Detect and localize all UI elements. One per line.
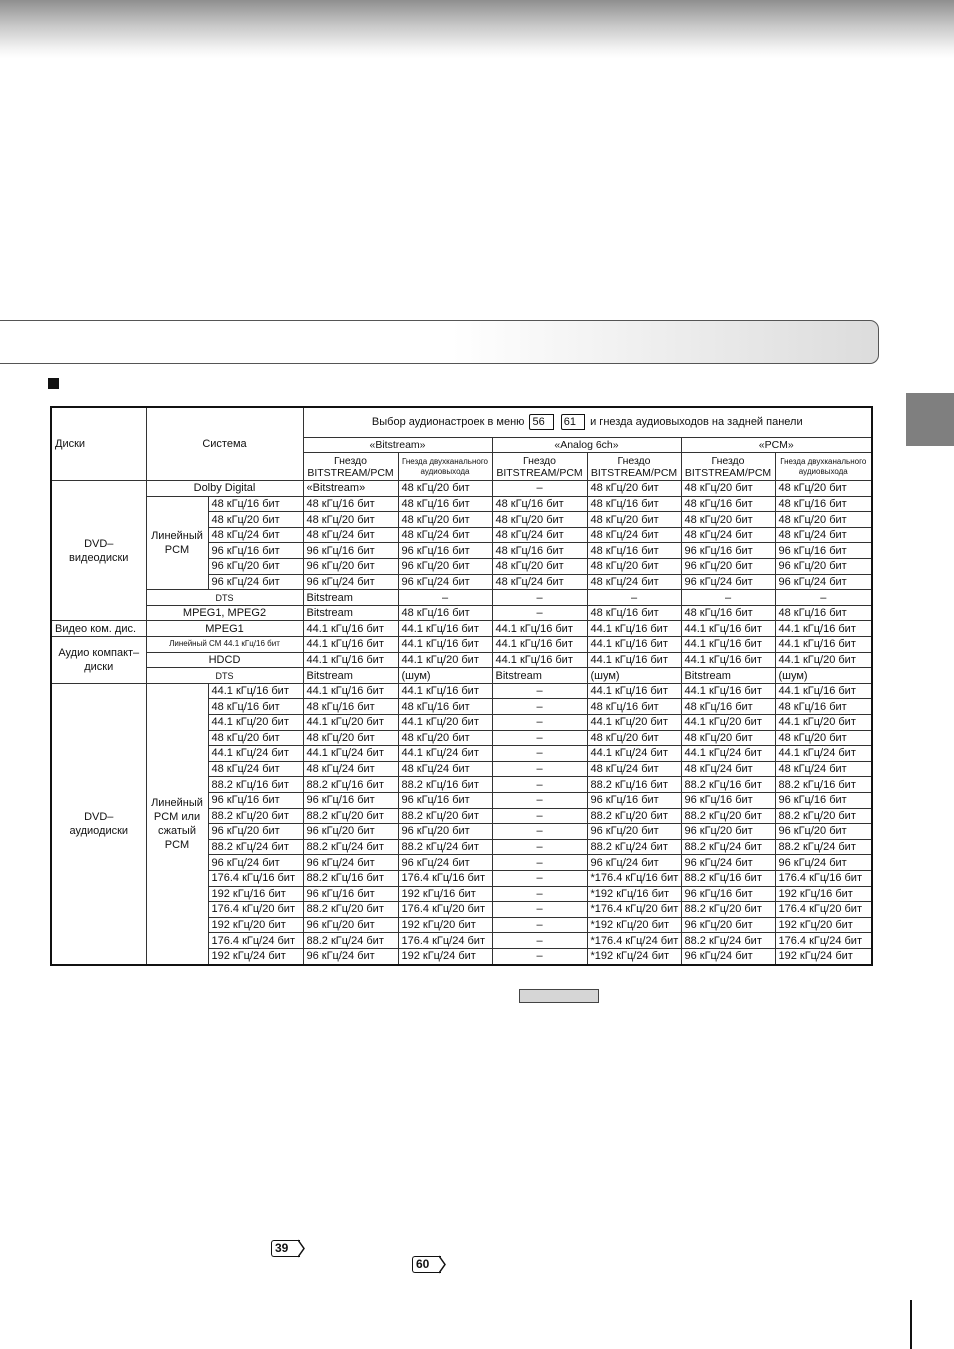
system-cell: 96 кГц/20 бит — [208, 824, 303, 840]
value-cell: 88.2 кГц/16 бит — [775, 777, 872, 793]
value-cell: 48 кГц/16 бит — [303, 699, 398, 715]
value-cell: 48 кГц/20 бит — [587, 512, 681, 528]
top-header-band — [0, 0, 954, 58]
value-cell: 48 кГц/20 бит — [681, 730, 775, 746]
value-cell: 88.2 кГц/20 бит — [587, 808, 681, 824]
value-cell: 48 кГц/16 бит — [587, 543, 681, 559]
value-cell: – — [492, 699, 587, 715]
value-cell: 176.4 кГц/16 бит — [398, 870, 492, 886]
value-cell: 48 кГц/20 бит — [398, 730, 492, 746]
header-discs: Диски — [51, 407, 146, 481]
arrow-icon — [298, 1239, 306, 1258]
audio-output-table — [50, 406, 873, 966]
system-cell: 96 кГц/16 бит — [208, 543, 303, 559]
value-cell: – — [492, 948, 587, 964]
value-cell: 48 кГц/20 бит — [775, 730, 872, 746]
value-cell: 192 кГц/16 бит — [398, 886, 492, 902]
system-cell: 176.4 кГц/16 бит — [208, 870, 303, 886]
value-cell: 44.1 кГц/20 бит — [398, 715, 492, 731]
system-cell: 96 кГц/20 бит — [208, 559, 303, 575]
sub-header: Гнездо BITSTREAM/PCM — [492, 453, 587, 481]
system-cell: DTS — [146, 590, 303, 606]
value-cell: 88.2 кГц/24 бит — [398, 839, 492, 855]
value-cell: 176.4 кГц/20 бит — [775, 902, 872, 918]
menu-ref-61: 61 — [561, 414, 585, 430]
system-cell: 48 кГц/24 бит — [208, 527, 303, 543]
value-cell: 88.2 кГц/20 бит — [398, 808, 492, 824]
value-cell: – — [492, 761, 587, 777]
value-cell: Bitstream — [303, 590, 398, 606]
table-row — [51, 683, 872, 699]
value-cell: 48 кГц/20 бит — [681, 481, 775, 497]
value-cell: 44.1 кГц/20 бит — [775, 652, 872, 668]
value-cell: 48 кГц/20 бит — [303, 512, 398, 528]
disc-group-dvd-video: DVD– видеодиски — [51, 481, 146, 621]
sub-header: Гнезда двухканального аудиовыхода — [398, 453, 492, 481]
value-cell: 88.2 кГц/20 бит — [775, 808, 872, 824]
note-highlight-box — [519, 989, 599, 1003]
value-cell: 48 кГц/24 бит — [775, 761, 872, 777]
value-cell: 88.2 кГц/24 бит — [775, 839, 872, 855]
value-cell: – — [492, 933, 587, 949]
sub-header: Гнездо BITSTREAM/PCM — [587, 453, 681, 481]
system-cell: 48 кГц/16 бит — [208, 699, 303, 715]
value-cell: 48 кГц/24 бит — [681, 761, 775, 777]
value-cell: 96 кГц/16 бит — [303, 792, 398, 808]
system-group-linear-compressed: Линейный PCM или сжатый PCM — [146, 683, 208, 964]
value-cell: 96 кГц/16 бит — [398, 543, 492, 559]
value-cell: – — [492, 824, 587, 840]
side-index-tab — [906, 393, 954, 446]
value-cell: 48 кГц/24 бит — [587, 574, 681, 590]
system-cell: 176.4 кГц/20 бит — [208, 902, 303, 918]
value-cell: 96 кГц/24 бит — [303, 574, 398, 590]
value-cell: 176.4 кГц/24 бит — [775, 933, 872, 949]
value-cell: 96 кГц/20 бит — [398, 559, 492, 575]
value-cell: 44.1 кГц/16 бит — [587, 637, 681, 653]
value-cell: 48 кГц/24 бит — [681, 527, 775, 543]
value-cell: 96 кГц/24 бит — [775, 855, 872, 871]
value-cell: 48 кГц/16 бит — [775, 496, 872, 512]
system-cell: 96 кГц/24 бит — [208, 855, 303, 871]
value-cell: 192 кГц/20 бит — [398, 917, 492, 933]
value-cell: 44.1 кГц/16 бит — [492, 621, 587, 637]
system-cell: 192 кГц/20 бит — [208, 917, 303, 933]
disc-group-dvd-audio: DVD– аудиодиски — [51, 683, 146, 964]
value-cell: 44.1 кГц/20 бит — [681, 715, 775, 731]
value-cell: 96 кГц/24 бит — [681, 574, 775, 590]
value-cell: 44.1 кГц/16 бит — [681, 652, 775, 668]
system-cell: 44.1 кГц/16 бит — [208, 683, 303, 699]
system-cell: 96 кГц/16 бит — [208, 792, 303, 808]
value-cell: 96 кГц/20 бит — [398, 824, 492, 840]
value-cell: 88.2 кГц/24 бит — [681, 839, 775, 855]
system-cell: MPEG1 — [146, 621, 303, 637]
system-cell: 176.4 кГц/24 бит — [208, 933, 303, 949]
value-cell: *192 кГц/24 бит — [587, 948, 681, 964]
value-cell: 96 кГц/24 бит — [303, 855, 398, 871]
value-cell: 176.4 кГц/16 бит — [775, 870, 872, 886]
value-cell: 44.1 кГц/16 бит — [587, 652, 681, 668]
value-cell: – — [492, 855, 587, 871]
system-cell: 88.2 кГц/20 бит — [208, 808, 303, 824]
system-cell: 192 кГц/16 бит — [208, 886, 303, 902]
value-cell: 48 кГц/16 бит — [681, 699, 775, 715]
value-cell: 88.2 кГц/24 бит — [681, 933, 775, 949]
value-cell: – — [398, 590, 492, 606]
value-cell: 44.1 кГц/16 бит — [587, 683, 681, 699]
value-cell: 48 кГц/16 бит — [587, 699, 681, 715]
value-cell: 44.1 кГц/16 бит — [303, 652, 398, 668]
system-cell: Dolby Digital — [146, 481, 303, 497]
value-cell: 44.1 кГц/24 бит — [587, 746, 681, 762]
value-cell: 44.1 кГц/16 бит — [398, 637, 492, 653]
value-cell: 88.2 кГц/20 бит — [681, 902, 775, 918]
value-cell: – — [492, 792, 587, 808]
value-cell: 88.2 кГц/24 бит — [303, 839, 398, 855]
value-cell: 44.1 кГц/16 бит — [775, 637, 872, 653]
value-cell: 48 кГц/20 бит — [492, 512, 587, 528]
value-cell: 88.2 кГц/20 бит — [681, 808, 775, 824]
header-menu-caption — [303, 407, 872, 437]
value-cell: 96 кГц/20 бит — [775, 824, 872, 840]
value-cell: 48 кГц/20 бит — [587, 730, 681, 746]
value-cell: 96 кГц/24 бит — [303, 948, 398, 964]
value-cell: 44.1 кГц/16 бит — [303, 683, 398, 699]
value-cell: (шум) — [587, 668, 681, 684]
value-cell: 48 кГц/20 бит — [587, 481, 681, 497]
value-cell: – — [492, 605, 587, 621]
value-cell: (шум) — [775, 668, 872, 684]
system-cell: 48 кГц/24 бит — [208, 761, 303, 777]
value-cell: 44.1 кГц/16 бит — [492, 652, 587, 668]
value-cell: 192 кГц/20 бит — [775, 917, 872, 933]
value-cell: 48 кГц/24 бит — [587, 761, 681, 777]
value-cell: 44.1 кГц/16 бит — [398, 621, 492, 637]
table-row — [51, 496, 872, 512]
system-cell: HDCD — [146, 652, 303, 668]
value-cell: 48 кГц/16 бит — [681, 605, 775, 621]
value-cell: – — [492, 870, 587, 886]
value-cell: 48 кГц/24 бит — [398, 527, 492, 543]
group-pcm: «PCM» — [681, 437, 872, 453]
value-cell: – — [492, 886, 587, 902]
page-edge-rule — [910, 1300, 912, 1349]
system-cell: 88.2 кГц/24 бит — [208, 839, 303, 855]
system-group-linear-pcm: Линейный PCM — [146, 496, 208, 590]
value-cell: 48 кГц/24 бит — [587, 527, 681, 543]
sub-header: Гнезда двухканального аудиовыхода — [775, 453, 872, 481]
value-cell: 48 кГц/16 бит — [775, 605, 872, 621]
value-cell: 44.1 кГц/20 бит — [303, 715, 398, 731]
value-cell: 44.1 кГц/24 бит — [681, 746, 775, 762]
value-cell: 44.1 кГц/16 бит — [681, 683, 775, 699]
table-row — [51, 652, 872, 668]
system-cell: 48 кГц/20 бит — [208, 730, 303, 746]
value-cell: – — [492, 730, 587, 746]
value-cell: – — [492, 715, 587, 731]
menu-caption-suffix: и гнезда аудиовыходов на задней панели — [590, 416, 803, 429]
value-cell: 44.1 кГц/16 бит — [303, 637, 398, 653]
value-cell: 96 кГц/24 бит — [681, 855, 775, 871]
system-cell: 96 кГц/24 бит — [208, 574, 303, 590]
value-cell: 96 кГц/24 бит — [775, 574, 872, 590]
page-ref-60 — [412, 1256, 441, 1273]
value-cell: 48 кГц/16 бит — [398, 605, 492, 621]
value-cell: Bitstream — [681, 668, 775, 684]
value-cell: 96 кГц/16 бит — [587, 792, 681, 808]
value-cell: 96 кГц/16 бит — [775, 543, 872, 559]
value-cell: 96 кГц/16 бит — [681, 792, 775, 808]
value-cell: 96 кГц/24 бит — [587, 855, 681, 871]
value-cell: 96 кГц/20 бит — [303, 824, 398, 840]
value-cell: 48 кГц/16 бит — [587, 605, 681, 621]
value-cell: 96 кГц/20 бит — [681, 559, 775, 575]
sub-header: Гнездо BITSTREAM/PCM — [303, 453, 398, 481]
value-cell: – — [492, 902, 587, 918]
value-cell: 44.1 кГц/24 бит — [398, 746, 492, 762]
value-cell: 44.1 кГц/16 бит — [681, 621, 775, 637]
value-cell: *176.4 кГц/20 бит — [587, 902, 681, 918]
value-cell: 96 кГц/20 бит — [303, 917, 398, 933]
value-cell: – — [775, 590, 872, 606]
value-cell: – — [492, 777, 587, 793]
value-cell: 44.1 кГц/16 бит — [587, 621, 681, 637]
value-cell: 48 кГц/20 бит — [587, 559, 681, 575]
sub-header: Гнездо BITSTREAM/PCM — [681, 453, 775, 481]
value-cell: 96 кГц/20 бит — [681, 917, 775, 933]
value-cell: 44.1 кГц/16 бит — [775, 683, 872, 699]
system-cell: 48 кГц/16 бит — [208, 496, 303, 512]
value-cell: 48 кГц/20 бит — [775, 512, 872, 528]
value-cell: 96 кГц/16 бит — [303, 543, 398, 559]
value-cell: 88.2 кГц/16 бит — [303, 777, 398, 793]
value-cell: 96 кГц/20 бит — [681, 824, 775, 840]
value-cell: 96 кГц/16 бит — [775, 792, 872, 808]
value-cell: 48 кГц/16 бит — [492, 543, 587, 559]
value-cell: 44.1 кГц/16 бит — [398, 683, 492, 699]
page-ref-39 — [271, 1240, 300, 1257]
value-cell: 88.2 кГц/16 бит — [398, 777, 492, 793]
value-cell: 44.1 кГц/20 бит — [587, 715, 681, 731]
value-cell: 48 кГц/16 бит — [398, 496, 492, 512]
value-cell: 48 кГц/24 бит — [303, 761, 398, 777]
value-cell: 48 кГц/24 бит — [775, 527, 872, 543]
table-row — [51, 621, 872, 637]
value-cell: – — [492, 683, 587, 699]
value-cell: «Bitstream» — [303, 481, 398, 497]
value-cell: 48 кГц/20 бит — [398, 481, 492, 497]
system-cell: 192 кГц/24 бит — [208, 948, 303, 964]
system-cell: DTS — [146, 668, 303, 684]
arrow-icon — [439, 1255, 447, 1274]
value-cell: – — [492, 808, 587, 824]
value-cell: 44.1 кГц/16 бит — [303, 621, 398, 637]
value-cell: 96 кГц/20 бит — [303, 559, 398, 575]
value-cell: *176.4 кГц/16 бит — [587, 870, 681, 886]
value-cell: 96 кГц/20 бит — [775, 559, 872, 575]
value-cell: 48 кГц/20 бит — [681, 512, 775, 528]
value-cell: 192 кГц/16 бит — [775, 886, 872, 902]
table-row — [51, 668, 872, 684]
system-cell: Линейный СМ 44.1 кГц/16 бит — [146, 637, 303, 653]
value-cell: 88.2 кГц/20 бит — [303, 808, 398, 824]
value-cell: 44.1 кГц/16 бит — [492, 637, 587, 653]
value-cell: 44.1 кГц/20 бит — [398, 652, 492, 668]
group-bitstream: «Bitstream» — [303, 437, 492, 453]
value-cell: 44.1 кГц/16 бит — [681, 637, 775, 653]
value-cell: 96 кГц/16 бит — [681, 543, 775, 559]
system-cell: 44.1 кГц/24 бит — [208, 746, 303, 762]
value-cell: 48 кГц/20 бит — [492, 559, 587, 575]
value-cell: 176.4 кГц/24 бит — [398, 933, 492, 949]
value-cell: 96 кГц/24 бит — [398, 855, 492, 871]
value-cell: 48 кГц/20 бит — [303, 730, 398, 746]
value-cell: 96 кГц/24 бит — [681, 948, 775, 964]
table-row — [51, 481, 872, 497]
value-cell: 96 кГц/16 бит — [681, 886, 775, 902]
page-ref-39-label: 39 — [275, 1241, 289, 1255]
system-cell: 44.1 кГц/20 бит — [208, 715, 303, 731]
value-cell: Bitstream — [303, 668, 398, 684]
value-cell: 48 кГц/20 бит — [398, 512, 492, 528]
value-cell: 48 кГц/24 бит — [492, 527, 587, 543]
value-cell: 48 кГц/16 бит — [398, 699, 492, 715]
value-cell: 88.2 кГц/16 бит — [303, 870, 398, 886]
value-cell: 88.2 кГц/16 бит — [587, 777, 681, 793]
value-cell: – — [587, 590, 681, 606]
value-cell: 48 кГц/24 бит — [492, 574, 587, 590]
menu-ref-56: 56 — [529, 414, 553, 430]
value-cell: – — [681, 590, 775, 606]
group-analog-6ch: «Analog 6ch» — [492, 437, 681, 453]
value-cell: 48 кГц/16 бит — [303, 496, 398, 512]
value-cell: *192 кГц/20 бит — [587, 917, 681, 933]
value-cell: Bitstream — [303, 605, 398, 621]
value-cell: 88.2 кГц/16 бит — [681, 777, 775, 793]
value-cell: (шум) — [398, 668, 492, 684]
value-cell: 192 кГц/24 бит — [398, 948, 492, 964]
value-cell: 96 кГц/16 бит — [398, 792, 492, 808]
value-cell: Bitstream — [492, 668, 587, 684]
bullet-square-icon — [48, 378, 59, 389]
value-cell: 44.1 кГц/24 бит — [775, 746, 872, 762]
system-cell: MPEG1, MPEG2 — [146, 605, 303, 621]
value-cell: 88.2 кГц/16 бит — [681, 870, 775, 886]
value-cell: 176.4 кГц/20 бит — [398, 902, 492, 918]
page-ref-60-label: 60 — [416, 1257, 430, 1271]
value-cell: 48 кГц/24 бит — [398, 761, 492, 777]
section-header-bar — [0, 320, 879, 364]
value-cell: 48 кГц/24 бит — [303, 527, 398, 543]
system-cell: 88.2 кГц/16 бит — [208, 777, 303, 793]
table-row — [51, 605, 872, 621]
value-cell: – — [492, 590, 587, 606]
value-cell: 44.1 кГц/20 бит — [775, 715, 872, 731]
menu-caption-prefix: Выбор аудионастроек в меню — [371, 416, 525, 429]
table-row — [51, 637, 872, 653]
header-system: Система — [146, 407, 303, 481]
value-cell: – — [492, 917, 587, 933]
value-cell: 88.2 кГц/20 бит — [303, 902, 398, 918]
value-cell: 44.1 кГц/24 бит — [303, 746, 398, 762]
value-cell: 44.1 кГц/16 бит — [775, 621, 872, 637]
value-cell: 48 кГц/16 бит — [492, 496, 587, 512]
value-cell: – — [492, 839, 587, 855]
value-cell: – — [492, 746, 587, 762]
value-cell: 48 кГц/16 бит — [681, 496, 775, 512]
value-cell: *176.4 кГц/24 бит — [587, 933, 681, 949]
value-cell: 96 кГц/20 бит — [587, 824, 681, 840]
value-cell: 88.2 кГц/24 бит — [303, 933, 398, 949]
system-cell: 48 кГц/20 бит — [208, 512, 303, 528]
value-cell: 96 кГц/24 бит — [398, 574, 492, 590]
value-cell: 88.2 кГц/24 бит — [587, 839, 681, 855]
value-cell: – — [492, 481, 587, 497]
table-row — [51, 590, 872, 606]
value-cell: 192 кГц/24 бит — [775, 948, 872, 964]
value-cell: *192 кГц/16 бит — [587, 886, 681, 902]
value-cell: 48 кГц/16 бит — [775, 699, 872, 715]
value-cell: 48 кГц/20 бит — [775, 481, 872, 497]
value-cell: 48 кГц/16 бит — [587, 496, 681, 512]
disc-group-video-cd: Видео ком. дис. — [51, 621, 146, 637]
value-cell: 96 кГц/16 бит — [303, 886, 398, 902]
disc-group-audio-cd: Аудио компакт–диски — [51, 637, 146, 684]
